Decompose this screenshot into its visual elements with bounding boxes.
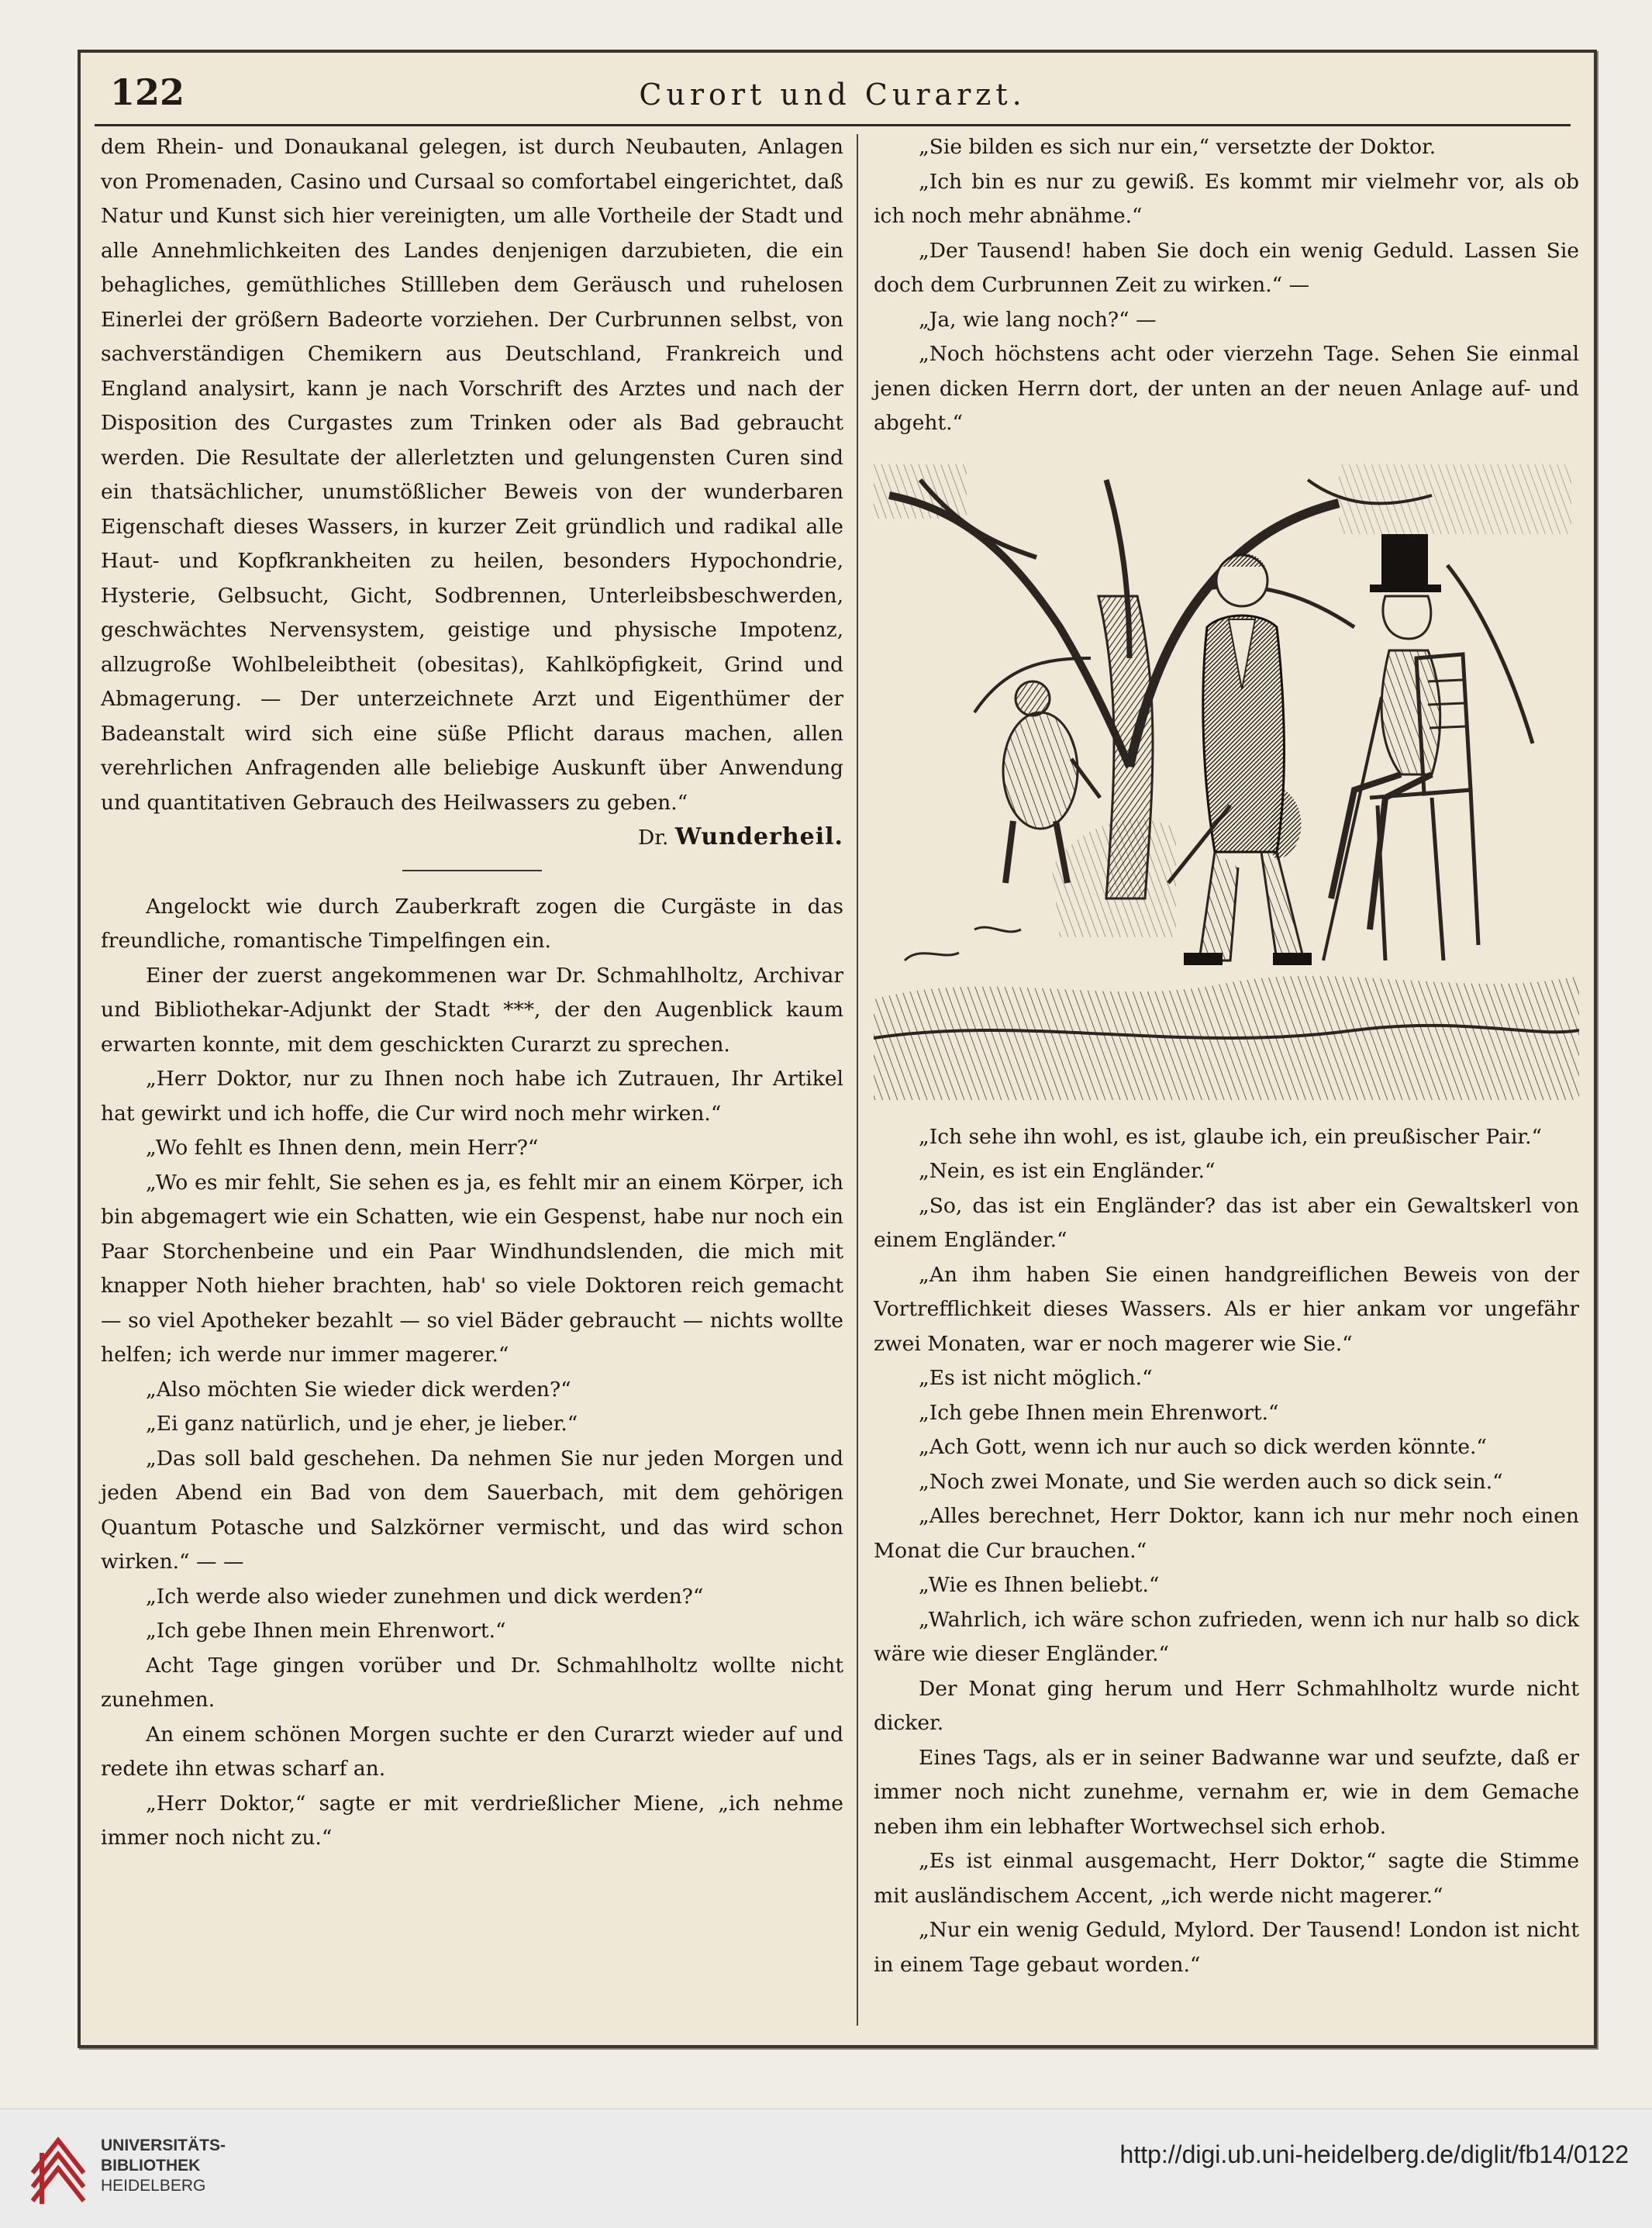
paragraph: „Ja, wie lang noch?“ — bbox=[919, 307, 1157, 332]
paragraph: „Wo fehlt es Ihnen denn, mein Herr?“ bbox=[146, 1136, 539, 1160]
section-rule bbox=[402, 870, 542, 871]
paragraph: „Sie bilden es sich nur ein,“ versetzte der Doktor. bbox=[919, 135, 1436, 159]
paragraph: „Nein, es ist ein Engländer.“ bbox=[919, 1159, 1216, 1183]
paragraph: „Der Tausend! haben Sie doch ein wenig Geduld. Lassen Sie doch dem Curbrunnen Zeit zu wirken.“ — bbox=[874, 238, 1579, 297]
paragraph: „Es ist nicht möglich.“ bbox=[919, 1366, 1153, 1390]
paragraph: „Alles berechnet, Herr Doktor, kann ich nur mehr noch einen Monat die Cur brauchen.“ bbox=[874, 1504, 1579, 1563]
paragraph: „Ei ganz natürlich, und je eher, je lieber.“ bbox=[146, 1412, 578, 1436]
paragraph: „Das soll bald geschehen. Da nehmen Sie nur jeden Morgen und jeden Abend ein Bad von dem Sauerbach, mit dem gehörigen Quantum Potasche und Salzkörner vermischt, und das wird schon wirken.“ — — bbox=[101, 1446, 843, 1574]
paragraph: „Herr Doktor, nur zu Ihnen noch habe ich Zutrauen, Ihr Artikel hat gewirkt und ich hoffe, die Cur wird noch mehr wirken.“ bbox=[101, 1067, 843, 1126]
paragraph: „Ich werde also wieder zunehmen und dick werden?“ bbox=[146, 1584, 704, 1609]
logo-line: BIBLIOTHEK bbox=[101, 2157, 201, 2175]
paragraph: „An ihm haben Sie einen handgreiflichen Beweis von der Vortrefflichkeit dieses Wassers. Als er hier ankam vor ungefähr zwei Monaten, war er noch magerer wie Sie.“ bbox=[874, 1262, 1579, 1356]
paragraph: dem Rhein- und Donaukanal gelegen, ist durch Neubauten, Anlagen von Promenaden, Casino und Cursaal so comfortabel eingerichtet, daß Natur und Kunst sich hier vereinigten, um alle Vortheile der Stadt und alle Annehmlichkeiten des Landes denjenigen darzubieten, die ein behagliches, gemüthliches Stillleben dem Geräusch und ruhelosen Einerlei der größern Badeorte vorziehen. Der Curbrunnen selbst, von sachverständigen Chemikern aus Deutschland, Frankreich und England analysirt, kann je nach Vorschrift des Arztes und nach der Disposition des Curgastes zum Trinken oder als Bad gebraucht werden. Die Resultate der allerletzten und gelungensten Curen sind ein thatsächlicher, unumstößlicher Beweis von der wunderbaren Eigenschaft dieses Wassers, in kurzer Zeit gründlich und radikal alle Haut- und Kopfkrankheiten zu heilen, besonders Hypochondrie, Hysterie, Gelbsucht, Gicht, Sodbrennen, Unterleibsbeschwerden, geschwächtes Nervensystem, geistige und physische Impotenz, allzugroße Wohlbeleibtheit (obesitas), Kahlköpfigkeit, Grind und Abmagerung. — Der unterzeichnete Arzt und Eigenthümer der Badeanstalt wird sich eine süße Pflicht daraus machen, allen verehrlichen Anfragenden alle beliebige Auskunft über Anwendung und quantitativen Gebrauch des Heilwassers zu geben.“ bbox=[101, 135, 843, 815]
paragraph: „Nur ein wenig Geduld, Mylord. Der Tausend! London ist nicht in einem Tage gebaut worden.“ bbox=[874, 1918, 1579, 1977]
paragraph: Angelockt wie durch Zauberkraft zogen die Curgäste in das freundliche, romantische Timpelfingen ein. bbox=[101, 894, 843, 953]
signature-name: Wunderheil. bbox=[674, 823, 843, 850]
right-column bbox=[874, 130, 1579, 1982]
paragraph: Der Monat ging herum und Herr Schmahlholtz wurde nicht dicker. bbox=[874, 1676, 1579, 1735]
page-header bbox=[95, 64, 1571, 126]
paragraph: Acht Tage gingen vorüber und Dr. Schmahlholtz wollte nicht zunehmen. bbox=[101, 1653, 843, 1712]
library-logo-icon[interactable] bbox=[25, 2126, 91, 2210]
page-number: 122 bbox=[110, 71, 185, 113]
paragraph: „Ich gebe Ihnen mein Ehrenwort.“ bbox=[919, 1400, 1279, 1425]
paragraph: „Wahrlich, ich wäre schon zufrieden, wenn ich nur halb so dick wäre wie dieser Engländer.“ bbox=[874, 1607, 1579, 1666]
document-page bbox=[78, 50, 1597, 2048]
running-title: Curort und Curarzt. bbox=[639, 78, 1026, 112]
paragraph: „Ich gebe Ihnen mein Ehrenwort.“ bbox=[146, 1619, 506, 1643]
paragraph: An einem schönen Morgen suchte er den Curarzt wieder auf und redete ihn etwas scharf an. bbox=[101, 1722, 843, 1781]
paragraph: „Ach Gott, wenn ich nur auch so dick werden könnte.“ bbox=[919, 1435, 1487, 1459]
paragraph: Eines Tags, als er in seiner Badwanne war und seufzte, daß er immer noch nicht zunehme, vernahm er, wie in dem Gemache neben ihm ein lebhafter Wortwechsel sich erhob. bbox=[874, 1745, 1579, 1839]
illustration-drawing bbox=[874, 464, 1579, 1100]
paragraph: „Noch höchstens acht oder vierzehn Tage. Sehen Sie einmal jenen dicken Herrn dort, der unten an der neuen Anlage auf- und abgeht.“ bbox=[874, 342, 1579, 435]
paragraph: „So, das ist ein Engländer? das ist aber ein Gewaltskerl von einem Engländer.“ bbox=[874, 1193, 1579, 1252]
left-column bbox=[101, 130, 843, 1856]
paragraph: „Wie es Ihnen beliebt.“ bbox=[919, 1573, 1160, 1597]
signature bbox=[101, 820, 843, 856]
library-logo-text[interactable] bbox=[101, 2136, 226, 2196]
paragraph: „Herr Doktor,“ sagte er mit verdrießlicher Miene, „ich nehme immer noch nicht zu.“ bbox=[101, 1791, 843, 1850]
logo-line: UNIVERSITÄTS- bbox=[101, 2137, 226, 2154]
column-divider bbox=[857, 134, 858, 2026]
paragraph: „Ich bin es nur zu gewiß. Es kommt mir vielmehr vor, als ob ich noch mehr abnähme.“ bbox=[874, 169, 1579, 228]
logo-line: HEIDELBERG bbox=[101, 2177, 206, 2195]
woodcut-illustration bbox=[874, 464, 1579, 1100]
paragraph: „Wo es mir fehlt, Sie sehen es ja, es fehlt mir an einem Körper, ich bin abgemagert wie ein Schatten, wie ein Gespenst, habe nur noch ein Paar Storchenbeine und ein Paar Windhundslenden, die mich mit knapper Noth hieher brachten, hab' so viele Doktoren reich gemacht — so viel Apotheker bezahlt — so viel Bäder gebraucht — nichts wollte helfen; ich werde nur immer magerer.“ bbox=[101, 1170, 843, 1367]
paragraph: „Noch zwei Monate, und Sie werden auch so dick sein.“ bbox=[919, 1469, 1503, 1494]
paragraph: „Also möchten Sie wieder dick werden?“ bbox=[146, 1377, 571, 1402]
signature-title: Dr. bbox=[638, 826, 669, 850]
paragraph: Einer der zuerst angekommenen war Dr. Schmahlholtz, Archivar und Bibliothekar-Adjunkt der Stadt ***, der den Augenblick kaum erwarten konnte, mit dem geschickten Curarzt zu sprechen. bbox=[101, 963, 843, 1057]
paragraph: „Ich sehe ihn wohl, es ist, glaube ich, ein preußischer Pair.“ bbox=[919, 1124, 1543, 1149]
paragraph: „Es ist einmal ausgemacht, Herr Doktor,“ sagte die Stimme mit ausländischem Accent, „ich werde nicht magerer.“ bbox=[874, 1849, 1579, 1908]
permalink-url[interactable]: http://digi.ub.uni-heidelberg.de/diglit/fb14/0122 bbox=[1119, 2140, 1629, 2168]
viewer-footer bbox=[0, 2109, 1652, 2228]
